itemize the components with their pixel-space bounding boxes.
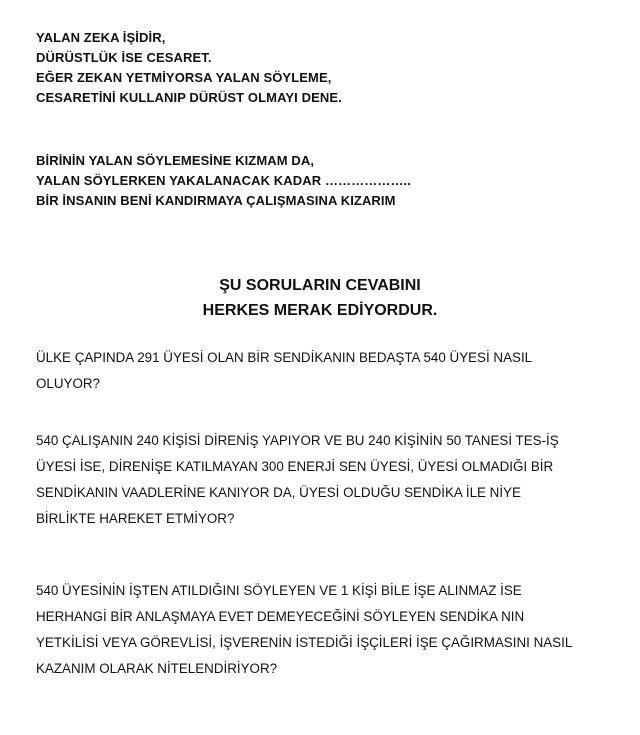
question-line: OLUYOR? [36, 376, 100, 391]
question-2 [36, 428, 626, 532]
question-3 [36, 578, 626, 682]
question-line: ÜLKE ÇAPINDA 291 ÜYESİ OLAN BİR SENDİKANIN BEDAŞTA 540 ÜYESİ NASIL [36, 350, 533, 365]
question-line: YETKİLİSİ VEYA GÖREVLİSİ, İŞVERENİN İSTEDİĞİ İŞÇİLERİ İŞE ÇAĞIRMASINI NASIL [36, 635, 573, 650]
stanza-line: BİRİNİN YALAN SÖYLEMESİNE KIZMAM DA, [36, 153, 315, 168]
stanza-line: YALAN SÖYLERKEN YAKALANACAK KADAR ……………….. [36, 173, 411, 188]
question-line: SENDİKANIN VAADLERİNE KANIYOR DA, ÜYESİ OLDUĞU SENDİKA İLE NİYE [36, 485, 521, 500]
stanza-line: YALAN ZEKA İŞİDİR, [36, 30, 166, 45]
question-line: BİRLİKTE HAREKET ETMİYOR? [36, 511, 235, 526]
question-line: HERHANGİ BİR ANLAŞMAYA EVET DEMEYECEĞİNİ SÖYLEYEN SENDİKA NIN [36, 609, 525, 624]
question-line: ÜYESİ İSE, DİRENİŞE KATILMAYAN 300 ENERJİ SEN ÜYESİ, ÜYESİ OLMADIĞI BİR [36, 459, 554, 474]
poem-stanza-lying [36, 151, 411, 211]
question-line: 540 ÇALIŞANIN 240 KİŞİSİ DİRENİŞ YAPIYOR VE BU 240 KİŞİNİN 50 TANESİ TES-İŞ [36, 433, 559, 448]
question-line: KAZANIM OLARAK NİTELENDİRİYOR? [36, 661, 278, 676]
stanza-line: CESARETİNİ KULLANIP DÜRÜST OLMAYI DENE. [36, 90, 342, 105]
heading-line: HERKES MERAK EDİYORDUR. [202, 302, 438, 319]
poem-stanza-honesty [36, 28, 342, 108]
question-line: 540 ÜYESİNİN İŞTEN ATILDIĞINI SÖYLEYEN VE 1 KİŞİ BİLE İŞE ALINMAZ İSE [36, 583, 522, 598]
question-1 [36, 345, 626, 397]
stanza-line: EĞER ZEKAN YETMİYORSA YALAN SÖYLEME, [36, 70, 332, 85]
stanza-line: BİR İNSANIN BENİ KANDIRMAYA ÇALIŞMASINA KIZARIM [36, 193, 396, 208]
section-heading [0, 273, 640, 323]
heading-line: ŞU SORULARIN CEVABINI [219, 277, 421, 294]
stanza-line: DÜRÜSTLÜK İSE CESARET. [36, 50, 212, 65]
